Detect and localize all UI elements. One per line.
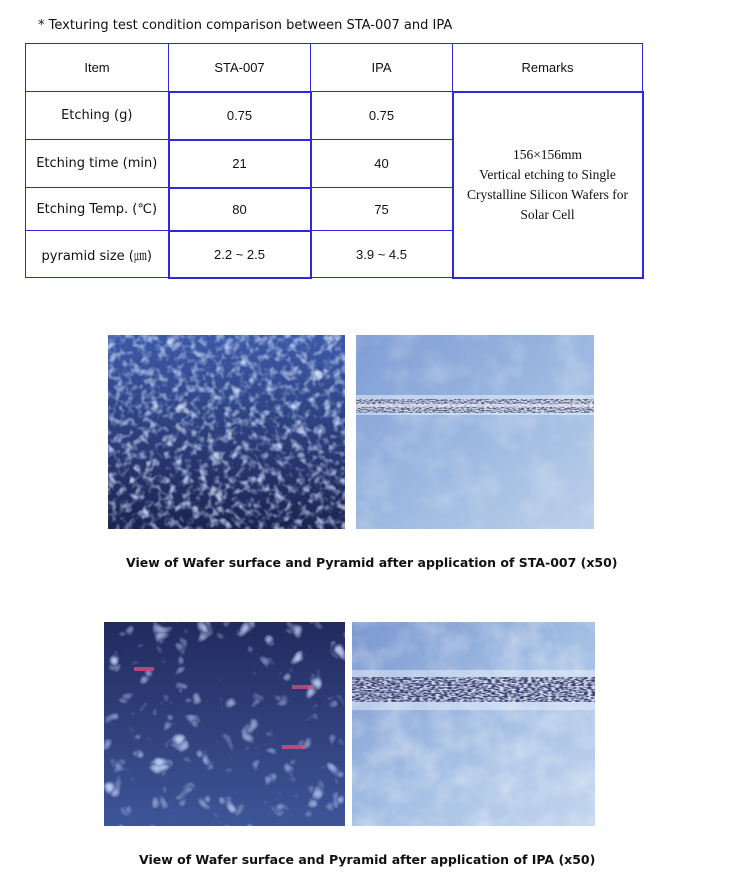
row-sta007-value: 21 — [169, 140, 311, 188]
table-row — [26, 92, 643, 140]
ipa-figure-caption: View of Wafer surface and Pyramid after application of IPA (x50) — [139, 852, 596, 867]
row-ipa-value: 3.9 ~ 4.5 — [311, 231, 453, 278]
header-ipa: IPA — [311, 44, 453, 92]
row-sta007-value: 80 — [169, 188, 311, 231]
comparison-title: * Texturing test condition comparison between STA-007 and IPA — [38, 18, 453, 33]
row-item: Etching Temp. (℃) — [26, 188, 169, 231]
row-sta007-value: 2.2 ~ 2.5 — [169, 231, 311, 278]
comparison-table — [25, 43, 644, 279]
row-item: Etching time (min) — [26, 140, 169, 188]
row-sta007-value: 0.75 — [169, 92, 311, 140]
remarks-line: 156×156mm — [512, 146, 583, 162]
sta007-figure-caption: View of Wafer surface and Pyramid after application of STA-007 (x50) — [126, 555, 618, 570]
ipa-surface-photo — [104, 622, 345, 826]
table-header-row — [26, 44, 643, 92]
row-ipa-value: 0.75 — [311, 92, 453, 140]
ipa-pyramid-photo — [352, 622, 595, 826]
header-sta007: STA-007 — [169, 44, 311, 92]
row-item: pyramid size (㎛) — [26, 231, 169, 278]
row-item: Etching (g) — [26, 92, 169, 140]
header-item: Item — [26, 44, 169, 92]
remarks-cell — [453, 92, 643, 278]
row-ipa-value: 75 — [311, 188, 453, 231]
sta007-surface-photo — [108, 335, 345, 529]
remarks-line: Crystalline Silicon Wafers for — [466, 186, 628, 202]
row-ipa-value: 40 — [311, 140, 453, 188]
header-remarks: Remarks — [453, 44, 643, 92]
remarks-line: Solar Cell — [520, 206, 575, 222]
remarks-line: Vertical etching to Single — [479, 166, 616, 182]
sta007-pyramid-photo — [356, 335, 594, 529]
